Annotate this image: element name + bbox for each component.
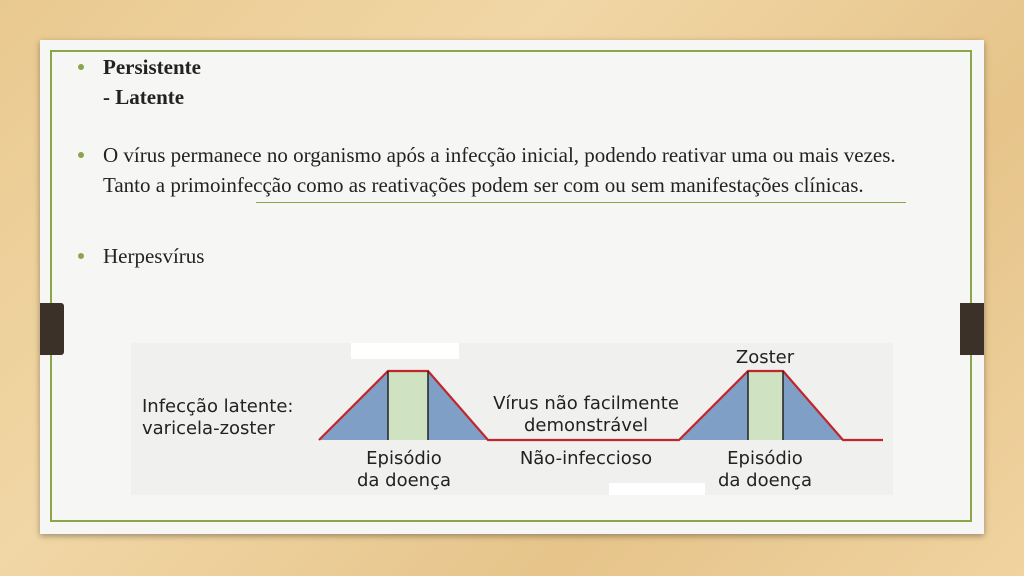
bullet-text: O vírus permanece no organismo após a infecção inicial, podendo reativar uma ou mais vezes. Tanto a primoinfecção como as reativações podem ser com ou sem manifestações clínicas. <box>103 143 896 197</box>
latent-infection-label: Infecção latente: <box>142 396 294 417</box>
episode1-green-shape <box>388 371 428 440</box>
diagram-svg <box>131 343 893 495</box>
zoster-label: Zoster <box>735 347 795 368</box>
varicella-zoster-label: varicela-zoster <box>142 418 275 439</box>
non-infectious-label: Não-infeccioso <box>519 448 653 469</box>
white-patch <box>609 483 705 495</box>
episode2-label-line1: Episódio <box>727 448 803 469</box>
episode2-label-line2: da doença <box>717 470 813 491</box>
bullet-dot-icon <box>78 152 84 158</box>
latent-infection-diagram <box>131 343 893 495</box>
virus-not-easily-label: Vírus não facilmente <box>493 393 679 414</box>
bullet-dot-icon <box>78 253 84 259</box>
left-tab-decoration <box>40 303 64 355</box>
episode1-label-line2: da doença <box>356 470 452 491</box>
right-tab-decoration <box>960 303 984 355</box>
bullet-text: Herpesvírus <box>103 244 205 268</box>
bullet-text: Persistente - Latente <box>103 55 201 109</box>
bullet-dot-icon <box>78 64 84 70</box>
episode2-green-shape <box>748 371 783 440</box>
white-patch <box>351 343 459 359</box>
episode1-label-line1: Episódio <box>366 448 442 469</box>
divider-line <box>256 202 906 203</box>
demonstrable-label: demonstrável <box>523 415 649 436</box>
